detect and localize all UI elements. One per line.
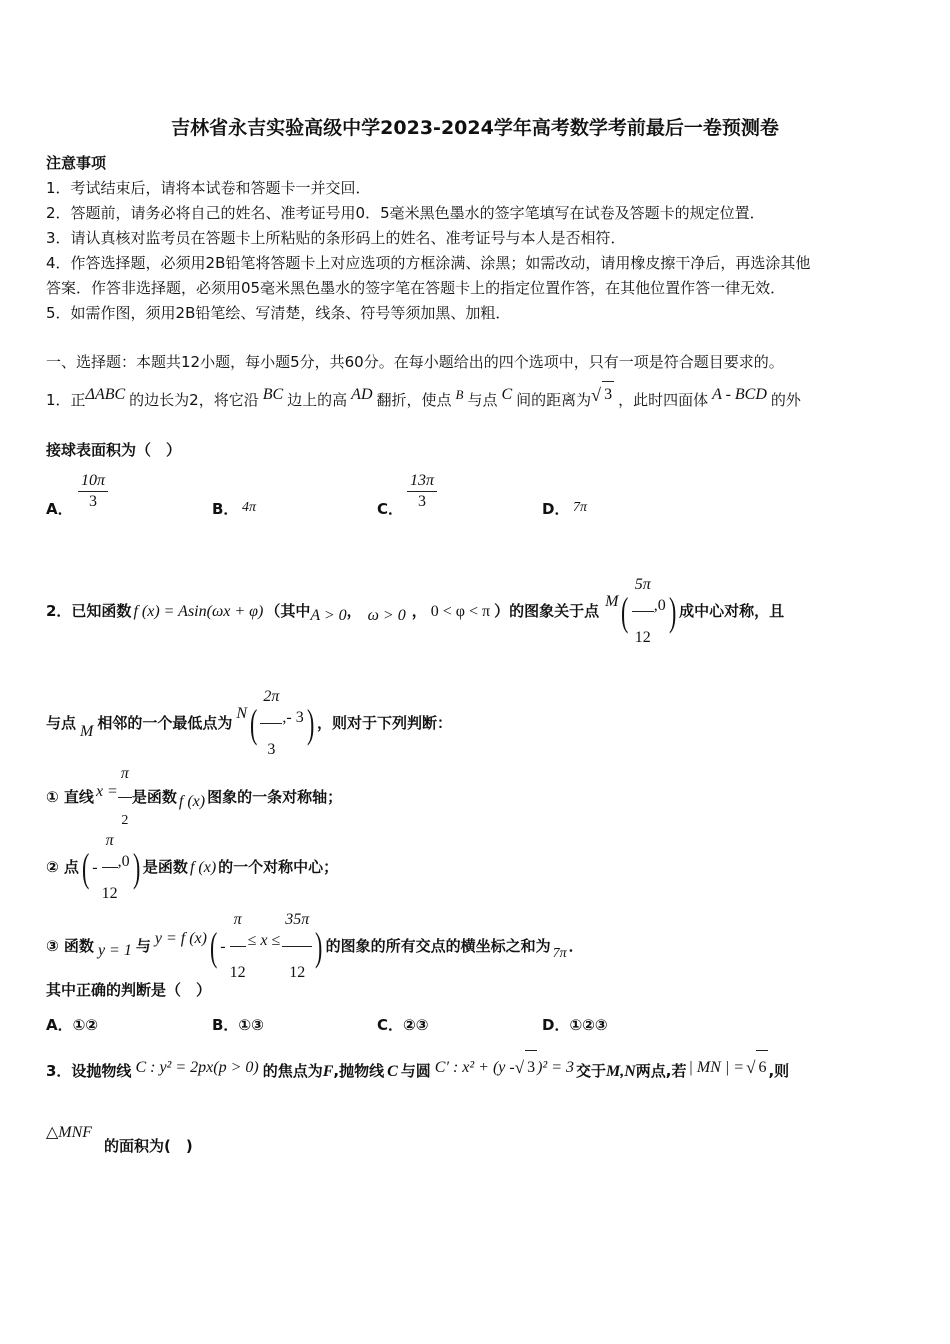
option-b-label: B．	[212, 500, 239, 518]
question-2: 2．已知函数 f (x) = Asin(ωx + φ) （其中A > 0， ω > 0 ， 0 < φ < π ）的图象关于点M( $\frac{5\pi}{12}$ ,0) 成中心对称，且	[46, 560, 784, 663]
option-d: D．①②③	[542, 1016, 608, 1034]
notice-item: 答案．作答非选择题，必须用05毫米黑色墨水的签字笔在答题卡上的指定位置作答，在其他位置作答一律无效．	[46, 279, 786, 297]
option-a-label: A．	[46, 500, 73, 518]
statement-3: ③ 函数 y = 1 与 y = f (x)( - $\frac{\pi}{12}$ ≤ x ≤ $\frac{35\pi}{12}$ ) 的图象的所有交点的横坐标之和为 7π ．	[46, 895, 584, 998]
math-expression: M	[605, 593, 619, 610]
sqrt-sign: √	[746, 1058, 756, 1077]
option-b-value: 4π	[242, 500, 257, 515]
math-expression: y = 1	[97, 942, 132, 959]
question-3: 3．设抛物线 C : y² = 2px(p > 0) 的焦点为F,抛物线 C 与圆 C′ : x² + (y -√ 3 )² = 3 交于M,N两点,若 | MN | = √ 6 ,则	[46, 1050, 789, 1089]
math-expression: A - BCD	[712, 386, 767, 403]
statement-2: ② 点( - $\frac{\pi}{12}$ ,0) 是函数 f (x) 的一个对称中心；	[46, 816, 338, 919]
question-2-ask: 其中正确的判断是（ ）	[46, 981, 212, 999]
option-b: B．①③	[212, 1016, 264, 1034]
math-expression: C : y² = 2px(p > 0)	[135, 1059, 259, 1076]
option-c: C．②③	[377, 1016, 429, 1034]
math-expression: C	[501, 386, 513, 403]
question-2-line2: 与点 M 相邻的一个最低点为N( $\frac{2\pi}{3}$ ,- 3) ，则对于下列判断：	[46, 672, 452, 775]
math-expression: | MN | =	[688, 1059, 745, 1076]
notice-item: 2．答题前，请务必将自己的姓名、准考证号用0．5毫米黑色墨水的签字笔填写在试卷及答题卡的规定位置．	[46, 204, 765, 222]
option-a-fraction: $\frac{10\pi}{3}$	[78, 472, 108, 511]
math-expression: △MNF	[46, 1124, 93, 1141]
option-d-label: D．	[542, 500, 570, 518]
sqrt-radicand: 3	[602, 381, 614, 408]
statement-1: ① 直线 x = $\frac{\pi}{2}$ 是函数 f (x) 图象的一条对称轴；	[46, 752, 342, 843]
question-1: 1．正ΔABC 的边长为2，将它沿 BC 边上的高 AD 翻折，使点 B 与点 C 间的距离为√ 3 ，此时四面体 A - BCD 的外	[46, 381, 801, 413]
sqrt-sign: √	[591, 385, 602, 405]
math-expression: 7π	[552, 946, 567, 961]
section-heading: 一、选择题：本题共12小题，每小题5分，共60分。在每小题给出的四个选项中，只有一项是符合题目要求的。	[46, 353, 784, 371]
math-expression: y = f (x)	[154, 930, 207, 947]
option-c-label: C．	[377, 500, 404, 518]
math-expression: AD	[351, 386, 373, 403]
math-expression: M	[80, 723, 94, 740]
question-1-line2: 接球表面积为（ ）	[46, 441, 182, 459]
notice-item: 1．考试结束后，请将本试卷和答题卡一并交回．	[46, 179, 371, 197]
math-expression: A > 0	[310, 607, 347, 624]
notice-item: 3．请认真核对监考员在答题卡上所粘贴的条形码上的姓名、准考证号与本人是否相符．	[46, 229, 626, 247]
page-title: 吉林省永吉实验高级中学2023-2024学年高考数学考前最后一卷预测卷	[171, 117, 779, 139]
math-expression: ΔABC	[85, 386, 126, 403]
question-3-line2: 的面积为( )	[104, 1137, 193, 1155]
sqrt-radicand: 6	[756, 1050, 768, 1085]
math-expression: BC	[262, 386, 284, 403]
math-expression: 0 < φ < π	[430, 603, 491, 620]
math-expression: f (x)	[178, 793, 206, 810]
option-c-fraction: $\frac{13\pi}{3}$	[407, 472, 437, 511]
math-expression: x =	[95, 783, 118, 800]
notice-heading: 注意事项	[46, 154, 107, 172]
option-a: A．①②	[46, 1016, 99, 1034]
math-expression: ω > 0	[367, 607, 406, 624]
math-expression: f (x)	[189, 859, 217, 876]
notice-item: 4．作答选择题，必须用2B铅笔将答题卡上对应选项的方框涂满、涂黑；如需改动，请用橡皮擦干净后，再选涂其他	[46, 254, 811, 272]
math-expression: N	[236, 705, 248, 722]
math-expression: C′ : x² + (y -	[434, 1059, 515, 1076]
notice-item: 5．如需作图，须用2B铅笔绘、写清楚，线条、符号等须加黑、加粗．	[46, 304, 511, 322]
option-d-value: 7π	[573, 500, 588, 515]
math-expression: B	[455, 387, 464, 402]
math-expression: f (x) = Asin(ωx + φ)	[133, 603, 264, 620]
sqrt-sign: √	[514, 1058, 525, 1077]
math-expression: )² = 3	[537, 1059, 574, 1076]
sqrt-radicand: 3	[525, 1050, 537, 1085]
